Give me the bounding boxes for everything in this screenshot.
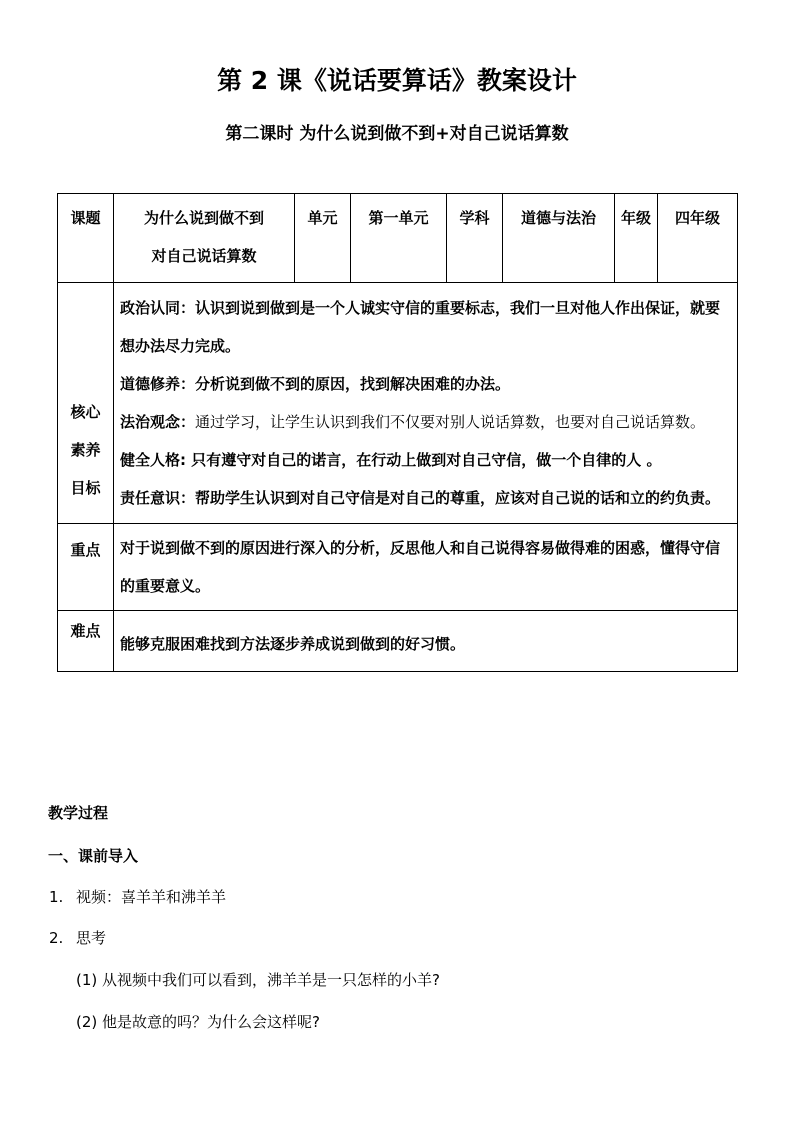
unit-value: 第一单元 bbox=[351, 194, 447, 283]
list-item: 视频：喜羊羊和沸羊羊 bbox=[76, 888, 227, 906]
goals-label-line2: 素养 bbox=[70, 441, 101, 459]
goal-head: 法治观念： bbox=[120, 413, 196, 431]
goal-text: 帮助学生认识到对自己守信是对自己的尊重，应该对自己说的话和立的约负责。 bbox=[195, 489, 721, 507]
goals-label-line1: 核心 bbox=[70, 403, 101, 421]
grade-value: 四年级 bbox=[658, 194, 738, 283]
section-heading: 一、课前导入 bbox=[48, 847, 139, 865]
topic-value bbox=[114, 194, 295, 283]
goals-content bbox=[114, 283, 738, 524]
question-item: (2) 他是故意的吗？为什么会这样呢? bbox=[76, 1013, 320, 1031]
goal-item bbox=[120, 403, 733, 441]
document-title: 第 2 课《说话要算话》教案设计 bbox=[217, 66, 577, 95]
question-item: (1) 从视频中我们可以看到，沸羊羊是一只怎样的小羊? bbox=[76, 971, 440, 989]
goal-item bbox=[120, 479, 733, 517]
goal-text: 分析说到做不到的原因，找到解决困难的办法。 bbox=[195, 375, 511, 393]
focus-content: 对于说到做不到的原因进行深入的分析，反思他人和自己说得容易做得难的困惑，懂得守信的重要意义。 bbox=[114, 524, 738, 611]
list-number: 2. bbox=[49, 929, 64, 947]
focus-label: 重点 bbox=[58, 524, 114, 611]
grade-label: 年级 bbox=[615, 194, 658, 283]
document-subtitle: 第二课时 为什么说到做不到+对自己说话算数 bbox=[225, 124, 569, 144]
goals-label-line3: 目标 bbox=[70, 479, 101, 497]
subject-value: 道德与法治 bbox=[503, 194, 615, 283]
goal-item bbox=[120, 365, 733, 403]
list-item: 思考 bbox=[76, 929, 107, 947]
goal-text: 认识到说到做到是一个人诚实守信的重要标志，我们一旦对他人作出保证，就要想办法尽力完成。 bbox=[120, 299, 721, 355]
topic-value-line2: 对自己说话算数 bbox=[151, 247, 257, 265]
list-number: 1. bbox=[49, 888, 64, 906]
unit-label: 单元 bbox=[295, 194, 351, 283]
topic-value-line1: 为什么说到做不到 bbox=[143, 209, 264, 227]
topic-label: 课题 bbox=[58, 194, 114, 283]
goals-row bbox=[58, 283, 738, 524]
goal-head: 道德修养： bbox=[120, 375, 196, 393]
goal-text: 通过学习，让学生认识到我们不仅要对别人说话算数，也要对自己说话算数。 bbox=[195, 413, 706, 431]
goal-head: 健全人格: bbox=[120, 451, 192, 469]
lesson-info-table bbox=[57, 193, 738, 672]
goal-item bbox=[120, 289, 733, 365]
subject-label: 学科 bbox=[447, 194, 503, 283]
goals-label bbox=[58, 283, 114, 524]
difficulty-label: 难点 bbox=[58, 611, 114, 672]
difficulty-content: 能够克服困难找到方法逐步养成说到做到的好习惯。 bbox=[114, 611, 738, 672]
goal-head: 责任意识： bbox=[120, 489, 196, 507]
header-row bbox=[58, 194, 738, 283]
goal-head: 政治认同： bbox=[120, 299, 196, 317]
goal-item bbox=[120, 441, 733, 479]
process-heading: 教学过程 bbox=[48, 804, 109, 822]
focus-row bbox=[58, 524, 738, 611]
difficulty-row bbox=[58, 611, 738, 672]
goal-text: 只有遵守对自己的诺言，在行动上做到对自己守信，做一个自律的人 。 bbox=[191, 451, 662, 469]
